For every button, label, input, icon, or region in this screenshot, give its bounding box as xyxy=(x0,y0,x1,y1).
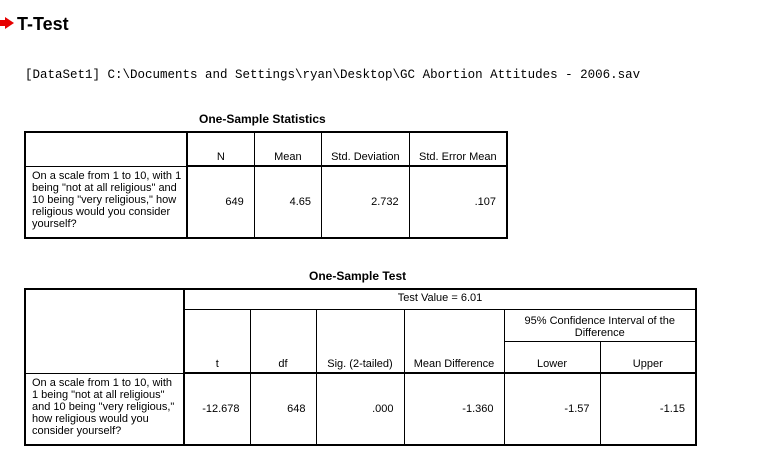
stats-table-title: One-Sample Statistics xyxy=(199,112,326,126)
stats-col-std-error-mean: Std. Error Mean xyxy=(409,132,507,166)
test-col-upper: Upper xyxy=(600,341,696,373)
stats-value-std-deviation: 2.732 xyxy=(322,166,410,238)
stats-col-mean: Mean xyxy=(254,132,321,166)
test-value-mean-difference: -1.360 xyxy=(404,373,504,445)
test-col-lower: Lower xyxy=(504,341,600,373)
stats-col-n: N xyxy=(187,132,254,166)
test-value-upper: -1.15 xyxy=(600,373,696,445)
test-value-lower: -1.57 xyxy=(504,373,600,445)
test-col-df: df xyxy=(250,309,316,373)
stats-value-n: 649 xyxy=(187,166,254,238)
test-table-title: One-Sample Test xyxy=(309,269,407,283)
test-value-header: Test Value = 6.01 xyxy=(184,289,696,309)
test-value-t: -12.678 xyxy=(184,373,250,445)
one-sample-test-table xyxy=(24,288,697,446)
test-value-sig: .000 xyxy=(316,373,404,445)
output-heading xyxy=(5,14,69,35)
stats-row-label: On a scale from 1 to 10, with 1 being "not at all religious" and 10 being "very religious," how religious would you consider yourself? xyxy=(25,166,187,238)
heading-title: T-Test xyxy=(17,14,69,34)
stats-value-std-error-mean: .107 xyxy=(409,166,507,238)
test-col-t: t xyxy=(184,309,250,373)
test-data-row xyxy=(25,373,696,445)
test-header-row-1 xyxy=(25,289,696,309)
test-row-label: On a scale from 1 to 10, with 1 being "not at all religious" and 10 being "very religious," how religious would you consider yourself? xyxy=(25,373,184,445)
test-col-sig: Sig. (2-tailed) xyxy=(316,309,404,373)
stats-header-row xyxy=(25,132,507,166)
ci-header: 95% Confidence Interval of the Difference xyxy=(504,309,696,341)
test-header-blank xyxy=(25,289,184,373)
test-value-df: 648 xyxy=(250,373,316,445)
stats-value-mean: 4.65 xyxy=(254,166,321,238)
dataset-path: [DataSet1] C:\Documents and Settings\ryan\Desktop\GC Abortion Attitudes - 2006.sav xyxy=(25,68,641,82)
red-arrow-icon xyxy=(5,17,14,29)
stats-col-std-deviation: Std. Deviation xyxy=(322,132,410,166)
test-col-mean-difference: Mean Difference xyxy=(404,309,504,373)
stats-header-blank xyxy=(25,132,187,166)
stats-data-row xyxy=(25,166,507,238)
one-sample-statistics-table xyxy=(24,131,508,239)
